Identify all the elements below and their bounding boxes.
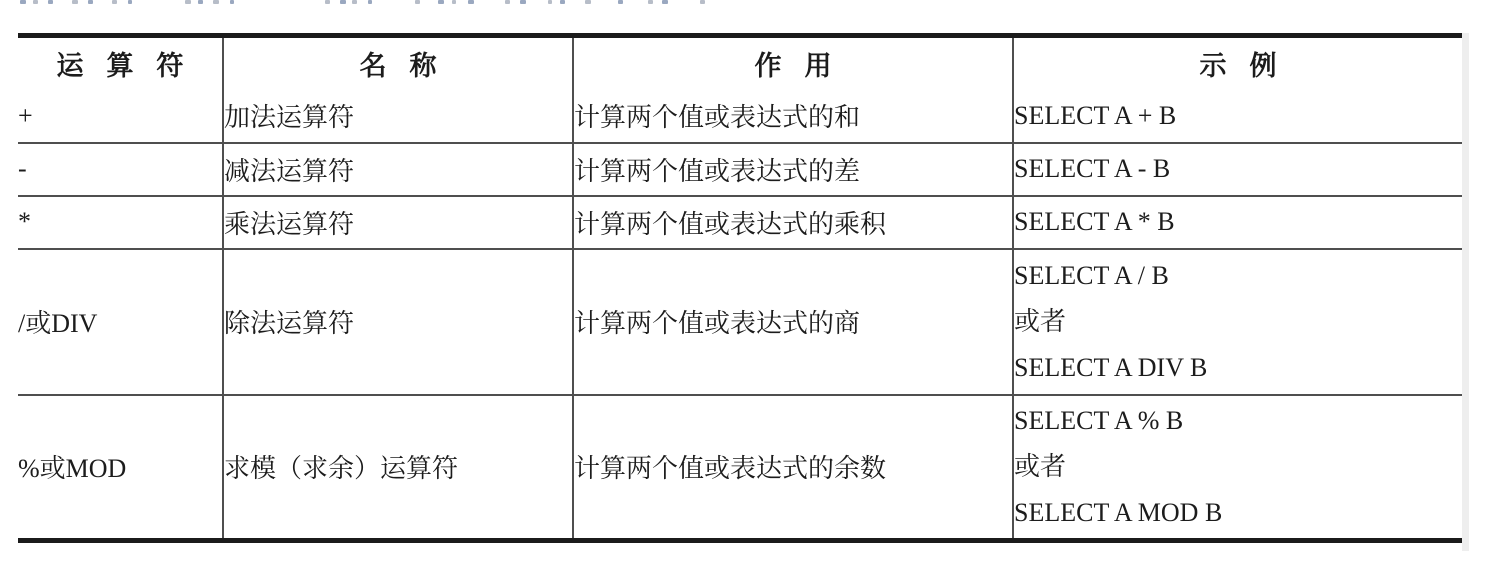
cutoff-fragment: [700, 0, 705, 4]
cutoff-fragment: [548, 0, 552, 4]
cutoff-fragment: [33, 0, 38, 4]
cutoff-fragment: [560, 0, 565, 4]
cutoff-fragment: [230, 0, 234, 4]
cutoff-fragment: [452, 0, 456, 4]
cutoff-fragment: [48, 0, 53, 4]
cutoff-fragment: [468, 0, 474, 4]
cutoff-fragment: [505, 0, 510, 4]
column-header-function: [573, 36, 1013, 90]
name-cell: 加法运算符: [223, 90, 573, 143]
cutoff-fragment: [20, 0, 26, 4]
example-line: SELECT A MOD B: [1014, 497, 1223, 527]
page-edge-shade: [1462, 33, 1469, 551]
table-row: [18, 143, 1462, 196]
function-cell: 计算两个值或表达式的商: [573, 249, 1013, 395]
cutoff-fragment: [198, 0, 203, 4]
example-line: SELECT A % B: [1014, 405, 1184, 435]
function-cell: 计算两个值或表达式的差: [573, 143, 1013, 196]
column-header-operator: [18, 36, 223, 90]
example-line: SELECT A + B: [1014, 100, 1177, 130]
column-header-example: [1013, 36, 1462, 90]
name-cell: 减法运算符: [223, 143, 573, 196]
cutoff-fragment: [585, 0, 591, 4]
cutoff-fragment: [340, 0, 346, 4]
example-line: 或者: [1014, 451, 1067, 481]
cutoff-fragment: [368, 0, 372, 4]
cutoff-fragment: [662, 0, 668, 4]
example-cell: [1013, 196, 1462, 249]
cutoff-fragment: [438, 0, 444, 4]
operator-cell: %或MOD: [18, 395, 223, 541]
cutoff-fragment: [72, 0, 78, 4]
name-cell: 求模（求余）运算符: [223, 395, 573, 541]
cutoff-text-fragments: [0, 0, 1486, 6]
sql-arithmetic-operator-table: [18, 33, 1462, 543]
example-line: SELECT A / B: [1014, 260, 1169, 290]
function-cell: 计算两个值或表达式的乘积: [573, 196, 1013, 249]
example-line: SELECT A - B: [1014, 154, 1171, 183]
cutoff-fragment: [325, 0, 330, 4]
cutoff-fragment: [128, 0, 132, 4]
table-row: [18, 249, 1462, 395]
example-cell: [1013, 249, 1462, 395]
function-cell: 计算两个值或表达式的余数: [573, 395, 1013, 541]
example-cell: [1013, 143, 1462, 196]
example-cell: [1013, 90, 1462, 143]
operator-cell: +: [18, 90, 223, 143]
column-header-operator-label: 运算符: [56, 51, 207, 82]
column-header-function-label: 作用: [754, 51, 855, 82]
cutoff-fragment: [213, 0, 219, 4]
cutoff-fragment: [185, 0, 191, 4]
cutoff-fragment: [415, 0, 420, 4]
cutoff-fragment: [112, 0, 117, 4]
operator-cell: /或DIV: [18, 249, 223, 395]
operator-cell: *: [18, 196, 223, 249]
table-row: [18, 196, 1462, 249]
cutoff-fragment: [520, 0, 526, 4]
cutoff-fragment: [352, 0, 357, 4]
example-cell: [1013, 395, 1462, 541]
name-cell: 乘法运算符: [223, 196, 573, 249]
name-cell: 除法运算符: [223, 249, 573, 395]
cutoff-fragment: [88, 0, 93, 4]
table-row: [18, 395, 1462, 541]
operator-cell: -: [18, 143, 223, 196]
function-cell: 计算两个值或表达式的和: [573, 90, 1013, 143]
example-line: 或者: [1014, 306, 1067, 336]
column-header-name-label: 名称: [359, 51, 460, 82]
example-line: SELECT A DIV B: [1014, 352, 1208, 382]
table-row: [18, 90, 1462, 143]
cutoff-fragment: [618, 0, 623, 4]
column-header-name: [223, 36, 573, 90]
example-line: SELECT A * B: [1014, 207, 1175, 236]
header-row: [18, 36, 1462, 90]
column-header-example-label: 示例: [1199, 51, 1300, 82]
cutoff-fragment: [648, 0, 653, 4]
